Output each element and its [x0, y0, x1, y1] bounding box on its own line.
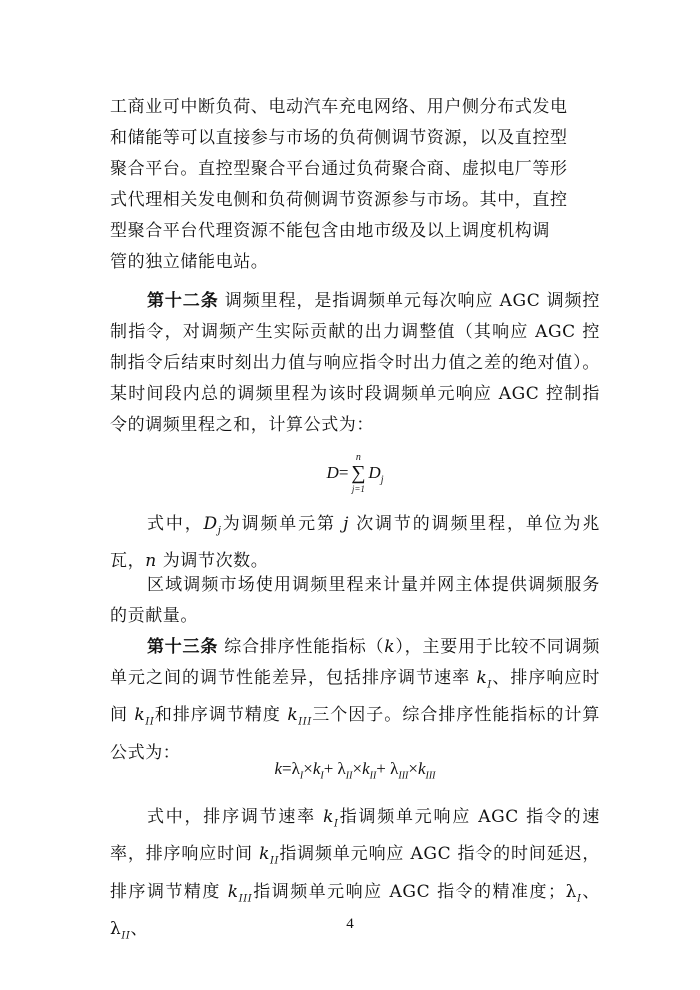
article-13-t5: 三个因子。综合排序性能指标的计算公式为：: [110, 705, 600, 763]
explain2-t1: 式中，排序调节速率: [147, 807, 324, 827]
article-13-k: k: [384, 637, 396, 657]
f2-k3-sub: III: [425, 770, 436, 782]
article-13-k2-sub: II: [145, 716, 155, 728]
f2-l3-sub: III: [398, 770, 409, 782]
article-13-label: 第十三条: [147, 637, 219, 657]
explain1-var: D: [203, 514, 218, 534]
sum-lower: j=1: [351, 484, 365, 494]
explain2-k3: k: [227, 881, 239, 902]
f2-k3: k: [417, 759, 426, 778]
article-12-label: 第十二条: [147, 291, 219, 311]
f2-eq: =: [282, 759, 292, 778]
explain2-t3: 指调频单元响应 AGC 指令的时间延迟，排序调节精度: [110, 844, 600, 902]
para1-line-6: 管的独立储能电站。: [110, 252, 269, 272]
f2-l2-sub: II: [345, 770, 353, 782]
para1-line-5: 型聚合平台代理资源不能包含由地市级及以上调度机构调: [110, 221, 550, 241]
article-13-t1: 综合排序性能指标（: [218, 637, 385, 657]
f2-k1: k: [312, 759, 321, 778]
explain2-l2: λ: [110, 919, 122, 940]
f2-l1-sub: I: [299, 770, 304, 782]
para1-line-4: 式代理相关发电侧和负荷侧调节资源参与市场。其中，直控: [110, 190, 568, 210]
article-12-text: 调频里程，是指调频单元每次响应 AGC 调频控制指令，对调频产生实际贡献的出力调整值（其响应 AGC 控制指令后结束时刻出力值与响应指令时出力值之差的绝对值）。某时间段内总的调频里程为该时段调频单元响应 AGC 控制指令的调频里程之和，计算公式为：: [110, 291, 600, 435]
explain-mileage: [110, 509, 600, 577]
f2-plus-2: +: [376, 759, 386, 778]
explain2-k2-sub: II: [269, 855, 280, 867]
formula1-eq: =: [338, 462, 349, 482]
page-number: 4: [346, 916, 354, 932]
f2-l3: λ: [390, 759, 399, 778]
explain2-sep2: 、: [130, 919, 149, 940]
explain1-j: j: [343, 514, 349, 534]
explain1-mid: 为调频单元第: [221, 514, 344, 534]
sum-upper: n: [355, 452, 361, 463]
article-12: [110, 286, 600, 441]
f2-times-3: ×: [408, 759, 418, 778]
f2-plus-1: +: [323, 759, 334, 778]
formula1-term-sub: j: [380, 474, 384, 486]
f2-k2: k: [362, 759, 370, 778]
article-13-k2: k: [134, 705, 146, 726]
f2-k2-sub: II: [369, 770, 377, 782]
f2-times-1: ×: [303, 759, 313, 778]
article-13-t2: ），主要用于比较不同调频单元之间的调节性能差异，包括排序调节速率: [110, 637, 600, 688]
explain2-sep1: 、: [581, 881, 600, 902]
explain1-pre: 式中，: [147, 514, 204, 534]
para1-line-2: 和储能等可以直接参与市场的负荷侧调节资源，以及直控型: [110, 128, 568, 148]
article-13-k1: k: [476, 668, 488, 688]
formula-mileage: [110, 454, 600, 494]
article-13-k3-sub: III: [298, 716, 312, 728]
explain2-l2-sub: II: [121, 930, 131, 942]
explain2-l1: λ: [565, 881, 577, 902]
paragraph-region: 区域调频市场使用调频里程来计量并网主体提供调频服务的贡献量。: [110, 575, 600, 626]
article-13-t4: 和排序调节精度: [154, 705, 288, 726]
explain2-k1-sub: I: [333, 818, 339, 830]
explain1-n: n: [145, 551, 157, 572]
f2-l1: λ: [291, 759, 300, 778]
article-13-k3: k: [287, 705, 299, 726]
explain1-end: 为调节次数。: [156, 551, 269, 572]
explain2-l1-sub: I: [576, 893, 582, 905]
explain2-t2: 指调频单元响应 AGC 指令的速率，排序响应时间: [110, 807, 600, 865]
f2-k1-sub: I: [320, 770, 324, 782]
sum-sigma: ∑: [351, 462, 366, 484]
sum-operator: [348, 454, 368, 494]
explain2-k2: k: [259, 844, 270, 865]
explain1-var-sub: j: [217, 525, 222, 537]
explain2-t4: 指调频单元响应 AGC 指令的精准度；: [252, 881, 566, 902]
paragraph-resources: [110, 92, 600, 278]
formula1-term: D: [368, 462, 381, 482]
f2-k: k: [274, 759, 283, 778]
para1-line-3: 聚合平台。直控型聚合平台通过负荷聚合商、虚拟电厂等形: [110, 159, 568, 179]
formula-ranking: [110, 759, 600, 781]
f2-times-2: ×: [352, 759, 363, 778]
explain2-k1: k: [323, 807, 334, 827]
f2-l2: λ: [337, 759, 346, 778]
para1-line-1: 工商业可中断负荷、电动汽车充电网络、用户侧分布式发电: [110, 97, 568, 117]
article-13: [110, 632, 600, 769]
article-13-k1-sub: I: [487, 679, 492, 691]
article-13-t3: 、排序响应时间: [110, 668, 600, 726]
explain1-post: 次调节的调频里程，单位为兆瓦，: [110, 514, 600, 572]
formula1-lhs: D: [326, 462, 339, 482]
explain2-k3-sub: III: [238, 893, 253, 905]
